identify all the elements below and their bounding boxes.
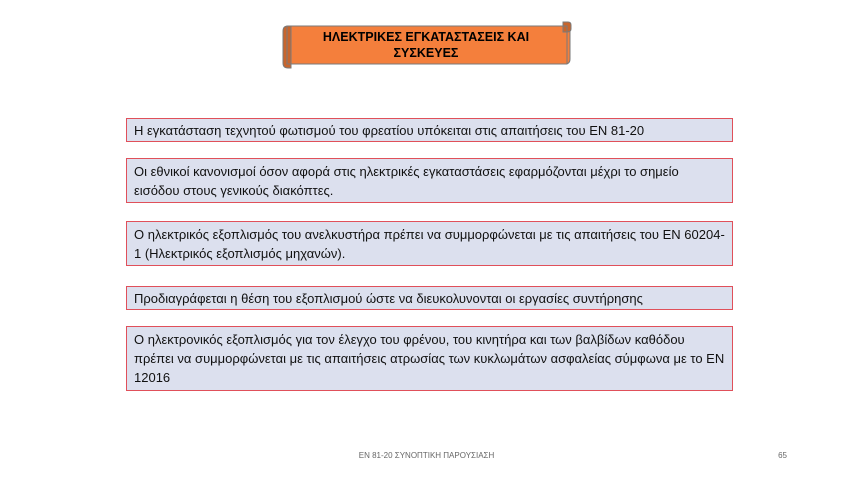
title-banner [281,21,572,69]
bullet-text: Προδιαγράφεται η θέση του εξοπλισμού ώστε να διευκολυνονται οι εργασίες συντήρησης [134,290,643,306]
bullet-box-national-regulations [126,158,733,203]
slide-title [295,27,557,63]
bullet-box-electronic-equipment [126,326,733,391]
slide-title-line-2: ΣΥΣΚΕΥΕΣ [393,46,459,60]
slide-title-line-1: ΗΛΕΚΤΡΙΚΕΣ ΕΓΚΑΤΑΣΤΑΣΕΙΣ ΚΑΙ [322,30,530,44]
bullet-box-lighting [126,118,733,142]
bullet-text: Ο ηλεκτρικός εξοπλισμός του ανελκυστήρα πρέπει να συμμορφώνεται με τις απαιτήσεις του ΕΝ 60204-1 (Ηλεκτρικός εξοπλισμός μηχανών). [134,226,725,261]
bullet-text: Ο ηλεκτρονικός εξοπλισμός για τον έλεγχο του φρένου, του κινητήρα και των βαλβίδων καθόδου πρέπει να συμμορφώνεται με τις απαιτήσεις ατρωσίας των κυκλωμάτων ασφαλείας σύμφωνα με το ΕΝ 12016 [134,332,725,385]
bullet-text: Οι εθνικοί κανονισμοί όσον αφορά στις ηλεκτρικές εγκαταστάσεις εφαρμόζονται μέχρι το σημείο εισόδου στους γενικούς διακόπτες. [134,163,679,198]
bullet-box-equipment-position [126,286,733,310]
bullet-text: Η εγκατάσταση τεχνητού φωτισμού του φρεατίου υπόκειται στις απαιτήσεις του ΕΝ 81-20 [134,122,645,138]
footer-text: ΕΝ 81-20 ΣΥΝΟΠΤΙΚΗ ΠΑΡΟΥΣΙΑΣΗ [358,451,495,460]
page-number: 65 [778,451,787,460]
bullet-box-electrical-equipment [126,221,733,266]
